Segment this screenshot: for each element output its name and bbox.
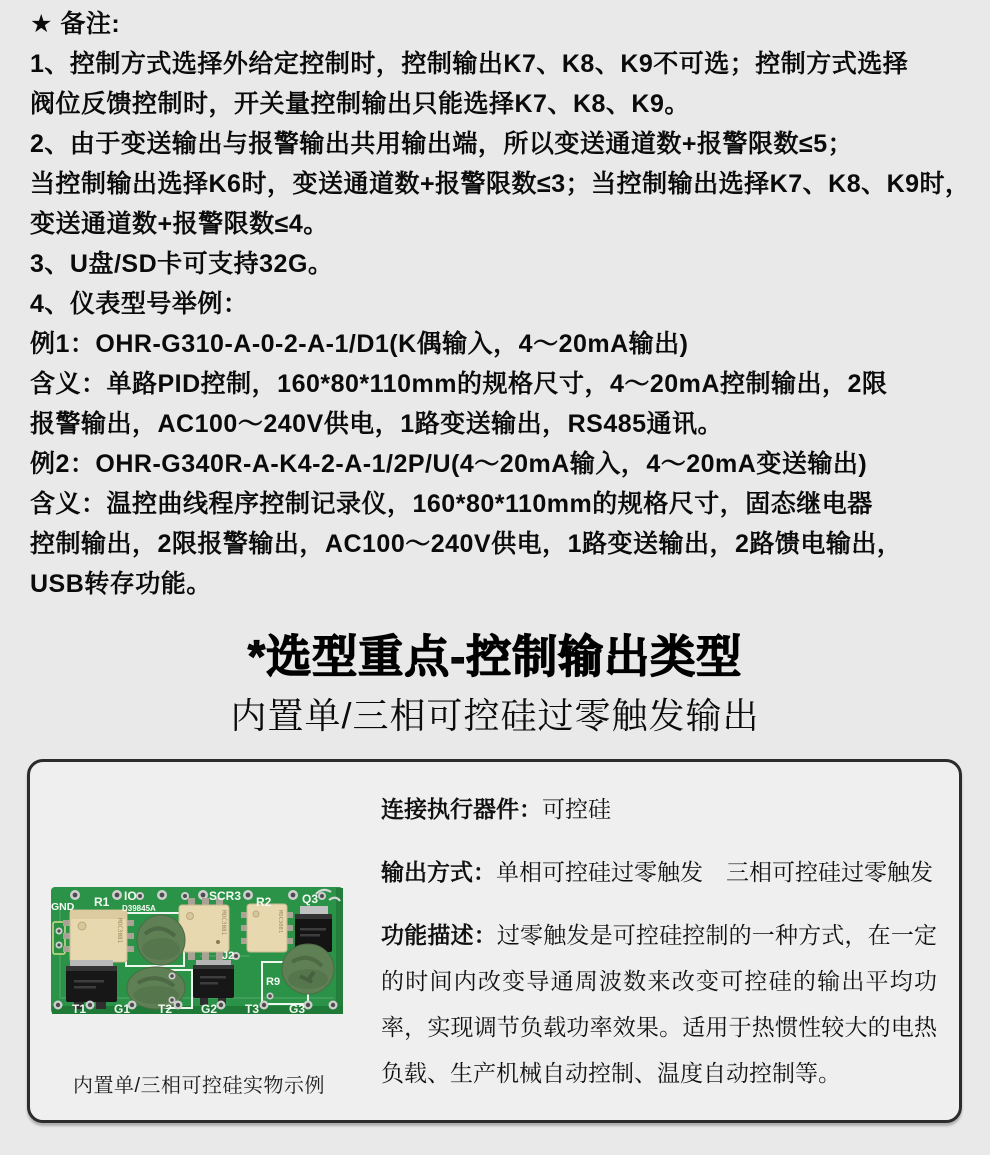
notes-line: 阀位反馈控制时，开关量控制输出只能选择K7、K8、K9。 [30, 90, 690, 118]
glue-blob-right [282, 944, 334, 994]
spec-function-desc-value: 过零触发是可控硅控制的一种方式，在一定的时间内改变导通周波数来改变可控硅的输出平均功率，实现调节负载功率效果。适用于热惯性较大的电热负载、生产机械自动控制、温度自动控制等。 [381, 922, 938, 1086]
spec-output-mode-label: 输出方式： [381, 859, 496, 885]
svg-text:MOC3081: MOC3081 [220, 910, 227, 936]
pcb-label-r1: R1 [94, 895, 110, 909]
notes-section [30, 4, 975, 604]
notes-line: 报警输出，AC100～240V供电，1路变送输出，RS485通讯。 [30, 410, 724, 438]
optocoupler-chip-1 [63, 910, 134, 962]
pcb-label-code: D39845A [122, 904, 156, 913]
notes-lines [30, 44, 975, 604]
pcb-label-scr3: SCR3 [209, 889, 242, 903]
notes-line: 2、由于变送输出与报警输出共用输出端，所以变送通道数+报警限数≤5； [30, 130, 854, 158]
notes-line: 例2：OHR-G340R-A-K4-2-A-1/2P/U(4～20mA输入，4～20mA变送输出) [30, 450, 868, 478]
spec-actuator-label: 连接执行器件： [381, 796, 542, 822]
notes-line: 例1：OHR-G310-A-0-2-A-1/D1(K偶输入，4～20mA输出) [30, 330, 689, 358]
notes-line: 含义：单路PID控制，160*80*110mm的规格尺寸，4～20mA控制输出，2限 [30, 370, 888, 398]
spec-actuator [381, 786, 937, 832]
pcb-label-io: IO [124, 889, 137, 903]
pcb-label-r9: R9 [266, 976, 281, 988]
pcb-label-g1: G1 [114, 1002, 131, 1015]
pcb-label-r2: R2 [256, 895, 272, 909]
svg-text:MOC3081: MOC3081 [277, 910, 283, 934]
pcb-label-gnd: GND [51, 901, 75, 913]
section-title: *选型重点-控制输出类型 [247, 631, 743, 682]
pcb-label-t2: T2 [158, 1002, 173, 1015]
notes-line: 1、控制方式选择外给定控制时，控制输出K7、K8、K9不可选；控制方式选择 [30, 50, 909, 78]
pcb-board-photo [50, 886, 344, 1015]
notes-line: 3、U盘/SD卡可支持32G。 [30, 250, 334, 278]
notes-line: 控制输出，2限报警输出，AC100～240V供电，1路变送输出，2路馈电输出， [30, 530, 903, 558]
thyristor-output-card [27, 759, 962, 1123]
notes-line: 4、仪表型号举例： [30, 290, 249, 318]
spec-output-mode-value: 单相可控硅过零触发 三相可控硅过零触发 [496, 859, 933, 885]
pcb-label-q3: Q3 [302, 892, 319, 906]
notes-line: 变送通道数+报警限数≤4。 [30, 210, 329, 238]
spec-output-mode [381, 849, 937, 895]
pcb-photo-caption: 内置单/三相可控硅实物示例 [73, 1075, 326, 1097]
section-subtitle: 内置单/三相可控硅过零触发输出 [230, 695, 760, 736]
spec-function-desc-label: 功能描述： [381, 922, 497, 948]
svg-text:MOC3081: MOC3081 [116, 918, 123, 944]
spec-actuator-value: 可控硅 [542, 796, 611, 822]
optocoupler-chip-3 [241, 904, 293, 952]
pcb-label-t1: T1 [72, 1002, 87, 1015]
notes-line: USB转存功能。 [30, 570, 212, 598]
spec-list [381, 786, 937, 1113]
notes-line: 当控制输出选择K6时，变送通道数+报警限数≤3；当控制输出选择K7、K8、K9时， [30, 170, 971, 198]
spec-function-desc [381, 912, 937, 1096]
glue-blob-top [137, 915, 185, 965]
pcb-label-j2: J2 [222, 950, 235, 962]
pcb-label-g2: G2 [201, 1002, 218, 1015]
notes-line: 含义：温控曲线程序控制记录仪，160*80*110mm的规格尺寸，固态继电器 [30, 490, 873, 518]
pcb-label-g3: G3 [289, 1002, 306, 1015]
pcb-label-t3: T3 [245, 1002, 260, 1015]
notes-header: ★ 备注: [30, 10, 121, 38]
